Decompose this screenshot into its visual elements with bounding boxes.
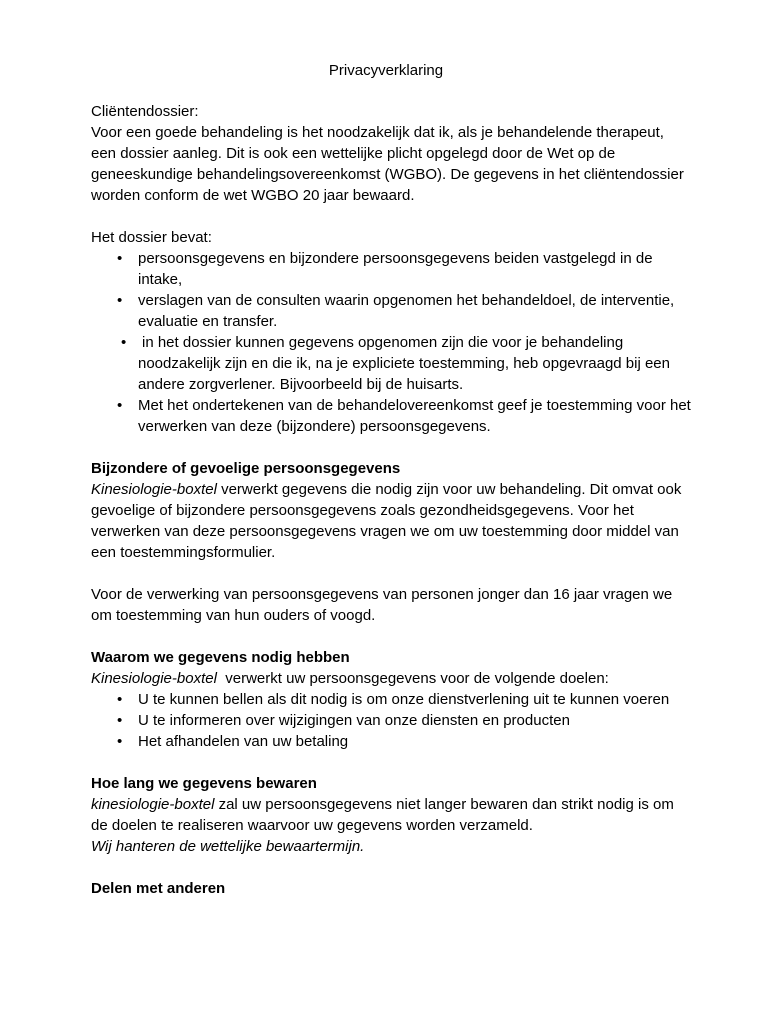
list-item: • verslagen van de consulten waarin opgenomen het behandeldoel, de interventie, evaluatie en transfer. (91, 290, 691, 332)
list-item: • U te kunnen bellen als dit nodig is om onze dienstverlening uit te kunnen voeren (91, 689, 691, 710)
minors-text: Voor de verwerking van persoonsgegevens van personen jonger dan 16 jaar vragen we om toestemming van hun ouders of voogd. (91, 586, 673, 624)
file-contents-list (91, 248, 691, 437)
client-file-body: Voor een goede behandeling is het noodzakelijk dat ik, als je behandelende therapeut, een dossier aanleg. Dit is ook een wettelijke plicht opgelegd door de Wet op de geneeskundige behandelingsovereenkomst (WGBO). De gegevens in het cliëntendossier worden conform de wet WGBO 20 jaar bewaard. (91, 124, 684, 204)
retention-note: Wij hanteren de wettelijke bewaartermijn. (91, 838, 365, 855)
client-file-heading: Cliëntendossier: (91, 103, 199, 120)
client-file-section (91, 101, 691, 206)
purposes-intro (91, 668, 691, 689)
sensitive-data-section (91, 458, 691, 563)
document-title: Privacyverklaring (328, 62, 444, 79)
file-contents-intro: Het dossier bevat: (91, 229, 212, 246)
list-item: • in het dossier kunnen gegevens opgenomen zijn die voor je behandeling noodzakelijk zijn en die ik, na je expliciete toestemming, heb opgevraagd bij een andere zorgverlener. Bijvoorbeeld bij de huisarts. (91, 332, 691, 395)
sharing-heading: Delen met anderen (91, 880, 226, 897)
retention-text: zal uw persoonsgegevens niet langer bewaren dan strikt nodig is om de doelen te realiseren waarvoor uw gegevens worden verzameld. (91, 796, 674, 834)
retention-body (91, 794, 691, 836)
company-name: kinesiologie-boxtel (91, 796, 215, 813)
minors-section (91, 584, 691, 626)
list-item: • Met het ondertekenen van de behandelovereenkomst geef je toestemming voor het verwerken van deze (bijzondere) persoonsgegevens. (91, 395, 691, 437)
purposes-heading: Waarom we gegevens nodig hebben (91, 649, 350, 666)
document-content (91, 60, 691, 899)
retention-section (91, 773, 691, 857)
sharing-section (91, 878, 691, 899)
sensitive-data-body (91, 479, 691, 563)
sensitive-data-heading: Bijzondere of gevoelige persoonsgegevens (91, 460, 401, 477)
list-item: • persoonsgegevens en bijzondere persoonsgegevens beiden vastgelegd in de intake, (91, 248, 691, 290)
retention-heading: Hoe lang we gegevens bewaren (91, 775, 317, 792)
list-item: • Het afhandelen van uw betaling (91, 731, 691, 752)
purposes-section (91, 647, 691, 752)
file-contents-section (91, 227, 691, 437)
list-item: • U te informeren over wijzigingen van onze diensten en producten (91, 710, 691, 731)
sensitive-data-text: verwerkt gegevens die nodig zijn voor uw behandeling. Dit omvat ook gevoelige of bijzondere persoonsgegevens zoals gezondheidsgegevens. Voor het verwerken van deze persoonsgegevens vragen we om uw toestemming door middel van een toestemmingsformulier. (91, 481, 682, 561)
purposes-intro-text: verwerkt uw persoonsgegevens voor de volgende doelen: (216, 670, 609, 687)
purposes-list (91, 689, 691, 752)
company-name: Kinesiologie-boxtel (91, 481, 217, 498)
company-name: Kinesiologie-boxtel (91, 670, 217, 687)
